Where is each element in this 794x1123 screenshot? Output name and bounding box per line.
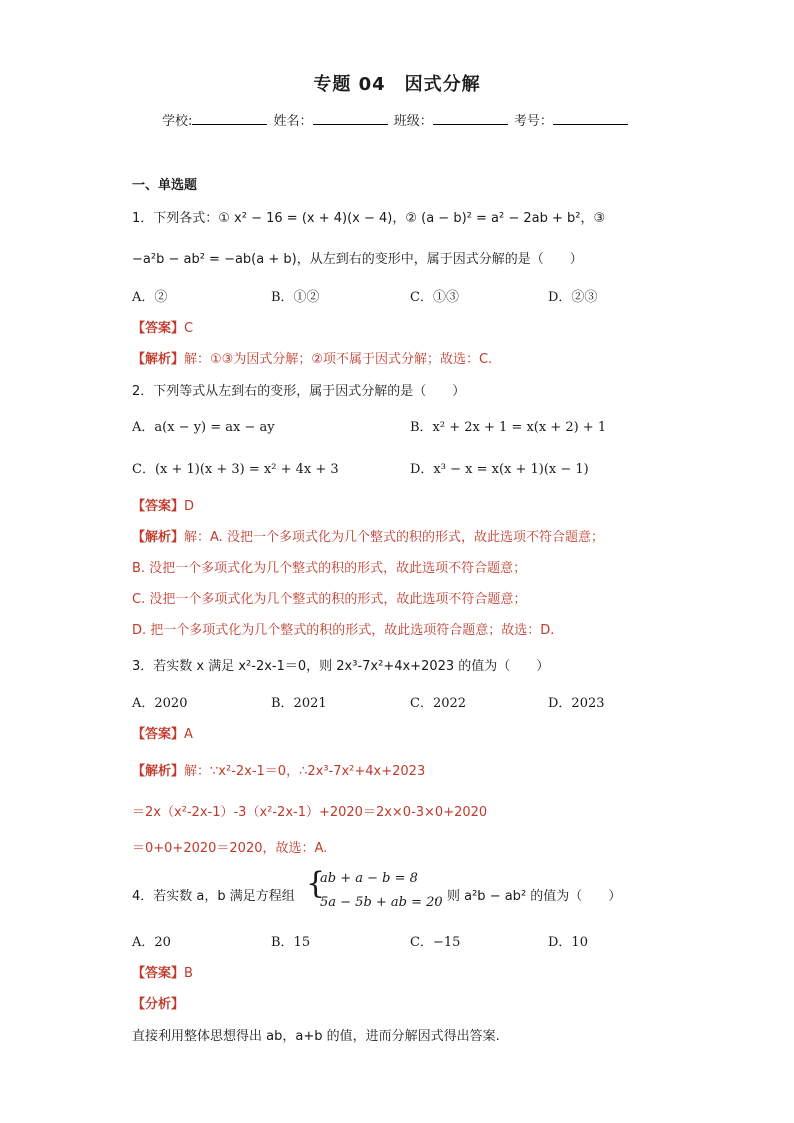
answer-value: C (184, 321, 194, 336)
q1-answer (132, 317, 193, 336)
q3-stem: 3．若实数 x 满足 x²-2x-1＝0，则 2x³-7x²+4x+2023 的值为（ ） (132, 659, 550, 674)
q2-option-a: A．a(x − y) = ax − ay (132, 420, 275, 435)
q3-option-a: A．2020 (132, 696, 188, 711)
q3-option-d: D．2023 (548, 696, 605, 711)
q4-option-b: B．15 (271, 935, 311, 950)
q1-analysis (132, 348, 492, 367)
q1-option-c: C．①③ (410, 290, 459, 305)
section-heading: 一、单选题 (132, 178, 198, 193)
q2-analysis-line-b: B. 没把一个多项式化为几个整式的积的形式，故此选项不符合题意； (132, 561, 527, 576)
q2-analysis-line-c: C. 没把一个多项式化为几个整式的积的形式，故此选项不符合题意； (132, 592, 527, 607)
q1-stem-line2: −a²b − ab² = −ab(a + b)，从左到右的变形中，属于因式分解的是（ ） (132, 252, 583, 267)
q4-option-d: D．10 (548, 935, 588, 950)
name-blank (313, 112, 388, 125)
answer-value: D (184, 499, 195, 514)
q1-option-a: A．② (132, 290, 168, 305)
school-blank (192, 112, 267, 125)
q2-answer (132, 495, 194, 514)
answer-label: 【答案】 (132, 321, 185, 336)
q2-stem: 2．下列等式从左到右的变形，属于因式分解的是（ ） (132, 384, 466, 399)
q2-analysis (132, 526, 604, 545)
q2-option-c: C．(x + 1)(x + 3) = x² + 4x + 3 (132, 462, 339, 477)
q2-option-d: D．x³ − x = x(x + 1)(x − 1) (410, 462, 589, 477)
class-label: 班级： (393, 114, 433, 129)
class-blank (433, 112, 508, 125)
q4-stem-suffix: ，则 a²b − ab² 的值为（ ） (434, 889, 622, 904)
answer-label: 【答案】 (132, 966, 185, 981)
analysis-text: 解：A. 没把一个多项式化为几个整式的积的形式，故此选项不符合题意； (184, 530, 604, 545)
q3-analysis-line3: ＝0+0+2020＝2020，故选：A. (132, 841, 328, 856)
answer-label: 【答案】 (132, 499, 185, 514)
number-blank (553, 112, 628, 125)
q2-option-b: B．x² + 2x + 1 = x(x + 2) + 1 (410, 420, 607, 435)
q4-equation-1: ab + a − b = 8 (320, 871, 418, 886)
q4-analysis-label: 【分析】 (132, 997, 185, 1012)
page-title: 专题 04 因式分解 (313, 74, 481, 95)
analysis-label: 【解析】 (132, 764, 185, 779)
q2-analysis-line-d: D. 把一个多项式化为几个整式的积的形式，故此选项符合题意；故选：D. (132, 623, 555, 638)
q4-answer (132, 962, 193, 981)
number-label: 考号： (513, 114, 553, 129)
school-label: 学校: (162, 114, 193, 129)
analysis-text: 解：①③为因式分解；②项不属于因式分解；故选：C. (184, 352, 493, 367)
answer-label: 【答案】 (132, 727, 185, 742)
analysis-text: 解：∵x²-2x-1＝0，∴2x³-7x²+4x+2023 (184, 764, 426, 779)
q1-option-d: D．②③ (548, 290, 598, 305)
system-brace: { (306, 866, 326, 901)
q4-stem-prefix: 4．若实数 a，b 满足方程组 (132, 889, 295, 904)
q4-analysis-text: 直接利用整体思想得出 ab，a+b 的值，进而分解因式得出答案. (132, 1029, 500, 1044)
q1-stem-line1: 1．下列各式：① x² − 16 = (x + 4)(x − 4)，② (a − b)² = a² − 2ab + b²，③ (132, 211, 606, 226)
q4-equation-2: 5a − 5b + ab = 20 (320, 895, 443, 910)
analysis-label: 【解析】 (132, 352, 185, 367)
analysis-label: 【解析】 (132, 530, 185, 545)
student-info (162, 110, 630, 129)
answer-value: B (184, 966, 193, 981)
q4-option-a: A．20 (132, 935, 171, 950)
answer-value: A (184, 727, 193, 742)
q3-option-c: C．2022 (410, 696, 467, 711)
q3-answer (132, 723, 193, 742)
q3-option-b: B．2021 (271, 696, 327, 711)
q3-analysis-line2: ＝2x（x²-2x-1）-3（x²-2x-1）+2020＝2x×0-3×0+2020 (132, 805, 488, 820)
q1-option-b: B．①② (271, 290, 320, 305)
q3-analysis (132, 760, 425, 779)
q4-option-c: C．−15 (410, 935, 461, 950)
name-label: 姓名： (273, 114, 313, 129)
